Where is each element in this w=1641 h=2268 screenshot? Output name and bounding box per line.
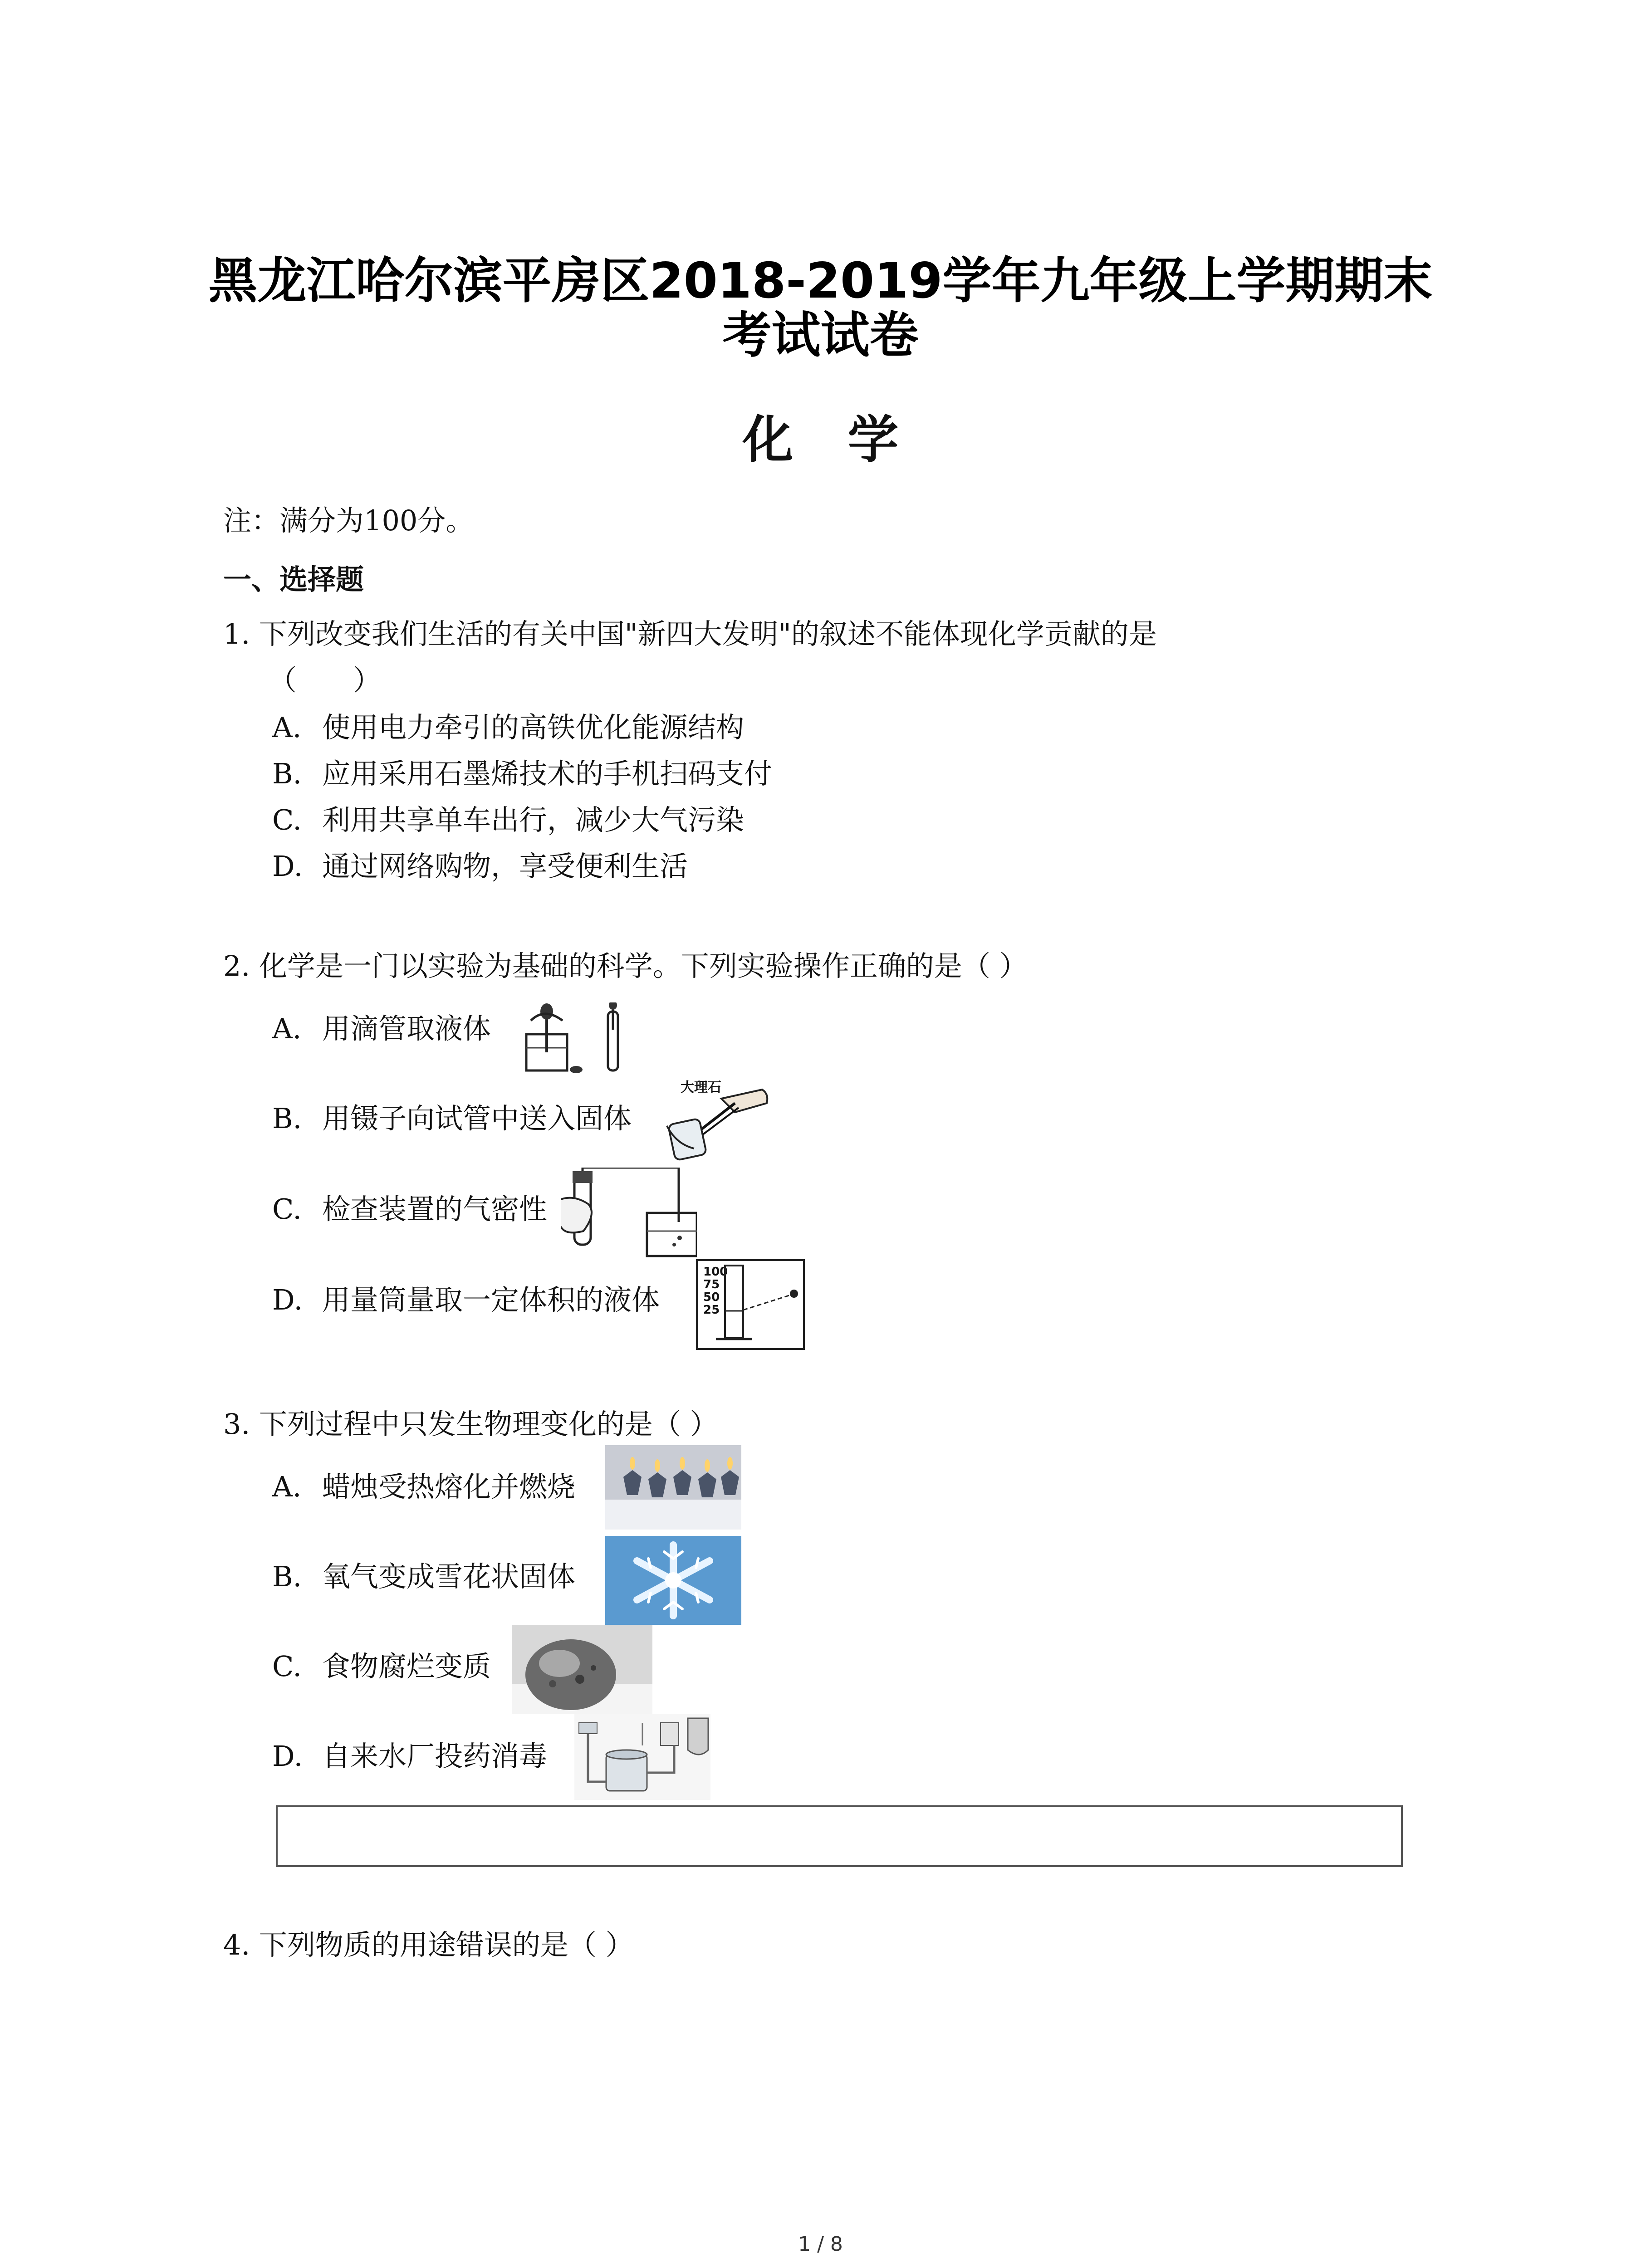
question-number: 3. — [223, 1408, 250, 1441]
candles-photo — [605, 1445, 741, 1530]
q2-option-b[interactable] — [272, 1100, 632, 1137]
page-number: 1 / 8 — [798, 2233, 843, 2256]
q2-option-a[interactable] — [272, 1011, 491, 1047]
option-letter: B. — [272, 757, 302, 790]
option-text: 利用共享单车出行，减少大气污染 — [322, 803, 745, 836]
cylinder-figure — [696, 1259, 805, 1350]
option-text: 使用电力牵引的高铁优化能源结构 — [322, 711, 745, 744]
q1-option-c[interactable] — [272, 802, 744, 838]
option-letter: C. — [272, 803, 302, 836]
q1-option-b[interactable] — [272, 756, 772, 792]
tick-100: 100 — [703, 1265, 728, 1279]
option-letter: D. — [272, 1283, 303, 1316]
section-title: 一、选择题 — [223, 563, 364, 596]
q1-option-d[interactable] — [272, 848, 688, 885]
answer-box[interactable] — [276, 1805, 1403, 1867]
option-text: 蜡烛受热熔化并燃烧 — [322, 1470, 576, 1503]
question-text: 下列物质的用途错误的是（ ） — [259, 1928, 634, 1961]
tick-75: 75 — [703, 1278, 720, 1291]
q3-option-d[interactable] — [272, 1738, 547, 1774]
tweezers-figure — [662, 1076, 771, 1162]
tick-25: 25 — [703, 1303, 720, 1317]
option-letter: B. — [272, 1560, 302, 1593]
option-letter: D. — [272, 1740, 303, 1773]
question-number: 1. — [223, 617, 250, 650]
option-text: 自来水厂投药消毒 — [322, 1740, 548, 1773]
question-2-stem — [223, 948, 1028, 984]
question-text: 化学是一门以实验为基础的科学。下列实验操作正确的是（ ） — [259, 949, 1028, 982]
option-letter: A. — [272, 1012, 302, 1045]
rotten-food-photo — [512, 1625, 652, 1714]
q3-option-a[interactable] — [272, 1469, 575, 1505]
option-text: 氧气变成雪花状固体 — [322, 1560, 576, 1593]
option-text: 用量筒量取一定体积的液体 — [322, 1283, 660, 1316]
page-title-line1: 黑龙江哈尔滨平房区2018-2019学年九年级上学期期末 — [208, 253, 1433, 309]
airtightness-figure — [561, 1168, 697, 1258]
subject-title: 化学 — [742, 411, 953, 469]
question-number: 2. — [223, 949, 250, 982]
option-letter: D. — [272, 850, 303, 883]
page-title-line2: 考试试卷 — [722, 307, 919, 364]
option-text: 用镊子向试管中送入固体 — [322, 1102, 632, 1135]
cylinder-drawing — [698, 1261, 803, 1348]
option-letter: B. — [272, 1102, 302, 1135]
question-4-stem — [223, 1927, 634, 1963]
snowflake-photo — [605, 1536, 741, 1625]
dropper-figure — [517, 1002, 640, 1075]
q1-option-a[interactable] — [272, 709, 744, 746]
score-note: 注：满分为100分。 — [223, 504, 474, 537]
question-1-stem — [223, 616, 1157, 652]
q3-option-b[interactable] — [272, 1559, 575, 1595]
option-text: 食物腐烂变质 — [322, 1650, 491, 1683]
water-plant-diagram — [574, 1714, 710, 1800]
question-text: 下列过程中只发生物理变化的是（ ） — [259, 1408, 718, 1441]
option-text: 检查装置的气密性 — [322, 1193, 548, 1226]
question-text: 下列改变我们生活的有关中国"新四大发明"的叙述不能体现化学贡献的是 — [259, 617, 1157, 650]
option-letter: C. — [272, 1650, 302, 1683]
q3-option-c[interactable] — [272, 1648, 491, 1685]
q2-option-d[interactable] — [272, 1282, 660, 1318]
option-letter: A. — [272, 711, 302, 744]
question-1-bracket: （ ） — [269, 664, 382, 697]
marble-label: 大理石 — [681, 1080, 721, 1095]
option-text: 应用采用石墨烯技术的手机扫码支付 — [322, 757, 773, 790]
option-letter: C. — [272, 1193, 302, 1226]
tick-50: 50 — [703, 1290, 720, 1304]
question-number: 4. — [223, 1928, 250, 1961]
tweezers-drawing — [662, 1076, 771, 1162]
option-text: 通过网络购物，享受便利生活 — [322, 850, 688, 883]
option-text: 用滴管取液体 — [322, 1012, 491, 1045]
question-3-stem — [223, 1406, 718, 1442]
q2-option-c[interactable] — [272, 1191, 547, 1227]
option-letter: A. — [272, 1470, 302, 1503]
